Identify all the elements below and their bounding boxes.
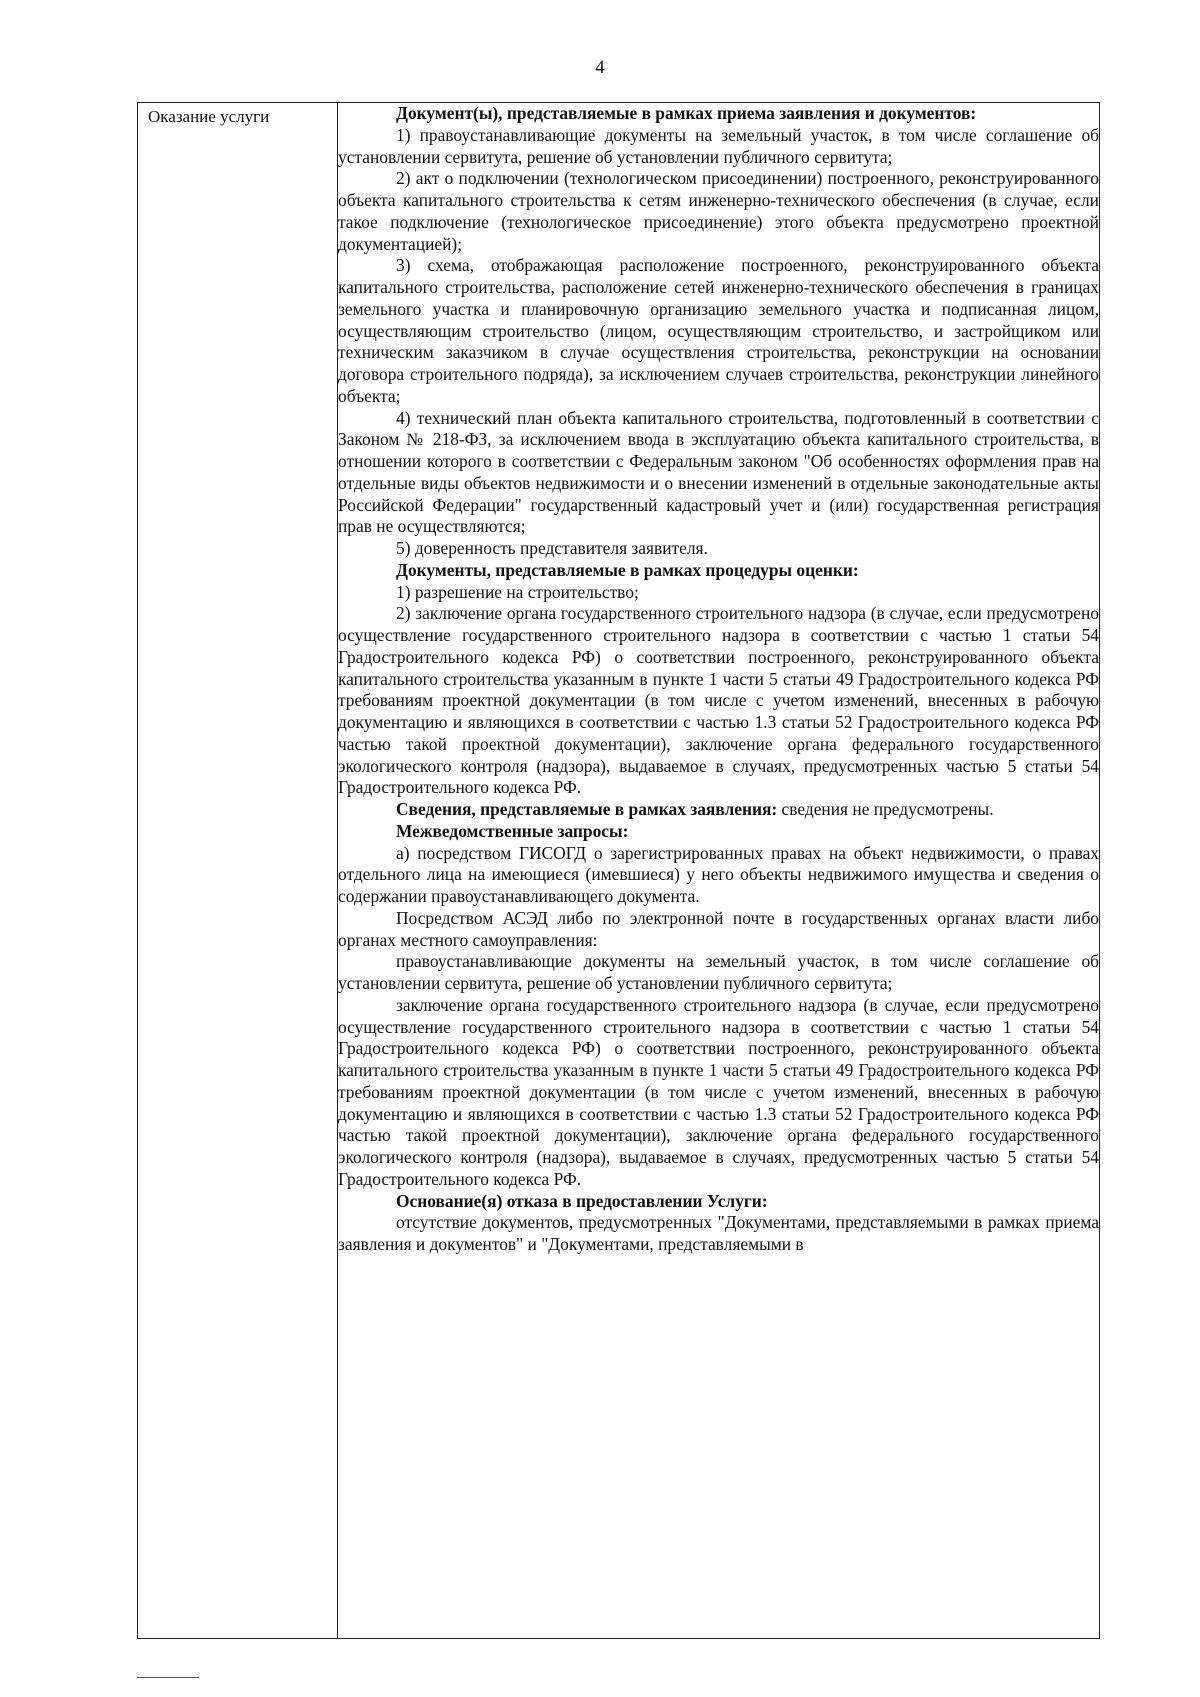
paragraph-item-3: 3) схема, отображающая расположение построенного, реконструированного объекта капитального строительства, расположение сетей инженерно-технического обеспечения в границах земельного участка и планировочную организацию земельного участка и подписанная лицом, осуществляющим строительство (лицом, осуществляющим строительство, и застройщиком или техническим заказчиком в случае осуществления строительства, реконструкции на основании договора строительного подряда), за исключением случаев строительства, реконструкции линейного объекта; <box>338 255 1099 406</box>
paragraph-eval-2: 2) заключение органа государственного строительного надзора (в случае, если предусмотрено осуществление государственного строительного надзора в соответствии с частью 1 статьи 54 Градостроительного кодекса РФ) о соответствии построенного, реконструированного объекта капитального строительства указанным в пункте 1 части 5 статьи 49 Градостроительного кодекса РФ требованиям проектной документации (в том числе с учетом изменений, внесенных в рабочую документацию и являющихся в соответствии с частью 1.3 статьи 52 Градостроительного кодекса РФ частью такой проектной документации), заключение органа федерального государственного экологического контроля (надзора), выдаваемое в случаях, предусмотренных частью 5 статьи 54 Градостроительного кодекса РФ. <box>338 603 1099 798</box>
left-cell <box>138 103 338 1639</box>
paragraph-information <box>338 799 1099 821</box>
right-cell <box>338 103 1100 1639</box>
service-table <box>137 102 1100 1639</box>
paragraph-request-land-docs: правоустанавливающие документы на земельный участок, в том числе соглашение об установлении сервитута, решение об установлении публичного сервитута; <box>338 951 1099 993</box>
paragraph-item-5: 5) доверенность представителя заявителя. <box>396 538 708 558</box>
heading-refusal-grounds: Основание(я) отказа в предоставлении Услуги: <box>396 1190 768 1211</box>
heading-information: Сведения, представляемые в рамках заявления: <box>396 799 778 819</box>
paragraph-request-a: а) посредством ГИСОГД о зарегистрированных правах на объект недвижимости, о правах отдельного лица на имеющиеся (имевшиеся) у него объекты недвижимого имущества и сведения о содержании правоустанавливающего документа. <box>338 842 1099 906</box>
paragraph-request-conclusion: заключение органа государственного строительного надзора (в случае, если предусмотрено осуществление государственного строительного надзора в соответствии с частью 1 статьи 54 Градостроительного кодекса РФ) о соответствии построенного, реконструированного объекта капитального строительства указанным в пункте 1 части 5 статьи 49 Градостроительного кодекса РФ требованиям проектной документации (в том числе с учетом изменений, внесенных в рабочую документацию и являющихся в соответствии с частью 1.3 статьи 52 Градостроительного кодекса РФ частью такой проектной документации), заключение органа федерального государственного экологического контроля (надзора), выдаваемое в случаях, предусмотренных частью 5 статьи 54 Градостроительного кодекса РФ. <box>338 994 1099 1189</box>
paragraph-refusal: отсутствие документов, предусмотренных "Документами, представляемыми в рамках приема заявления и документов" и "Документами, представляемыми в <box>338 1212 1099 1254</box>
paragraph-request-ased: Посредством АСЭД либо по электронной почте в государственных органах власти либо органах местного самоуправления: <box>338 907 1099 950</box>
page-number: 4 <box>595 57 605 78</box>
section-label: Оказание услуги <box>148 107 270 126</box>
paragraph-item-4: 4) технический план объекта капитального строительства, подготовленный в соответствии с Законом № 218-ФЗ, за исключением ввода в эксплуатацию объекта капитального строительства, в отношении которого в соответствии с Федеральным законом "Об особенностях оформления прав на отдельные виды объектов недвижимости и о внесении изменений в отдельные законодательные акты Российской Федерации" государственный кадастровый учет и (или) государственная регистрация прав не осуществляются; <box>338 407 1099 537</box>
information-text: сведения не предусмотрены. <box>777 799 994 819</box>
heading-documents-evaluation: Документы, представляемые в рамках процедуры оценки: <box>396 559 859 580</box>
paragraph-item-1: 1) правоустанавливающие документы на земельный участок, в том числе соглашение об установлении сервитута, решение об установлении публичного сервитута; <box>338 124 1099 167</box>
section-content <box>338 103 1099 1256</box>
table-row <box>138 103 1100 1639</box>
heading-interagency-requests: Межведомственные запросы: <box>396 820 629 841</box>
paragraph-eval-1: 1) разрешение на строительство; <box>396 581 639 602</box>
paragraph-item-2: 2) акт о подключении (технологическом присоединении) построенного, реконструированного объекта капитального строительства к сетям инженерно-технического обеспечения (в случае, если такое подключение (технологическое присоединение) этого объекта предусмотрено проектной документацией); <box>338 168 1099 254</box>
heading-documents-application: Документ(ы), представляемые в рамках приема заявления и документов: <box>396 103 977 123</box>
footnote-divider <box>137 1677 199 1678</box>
